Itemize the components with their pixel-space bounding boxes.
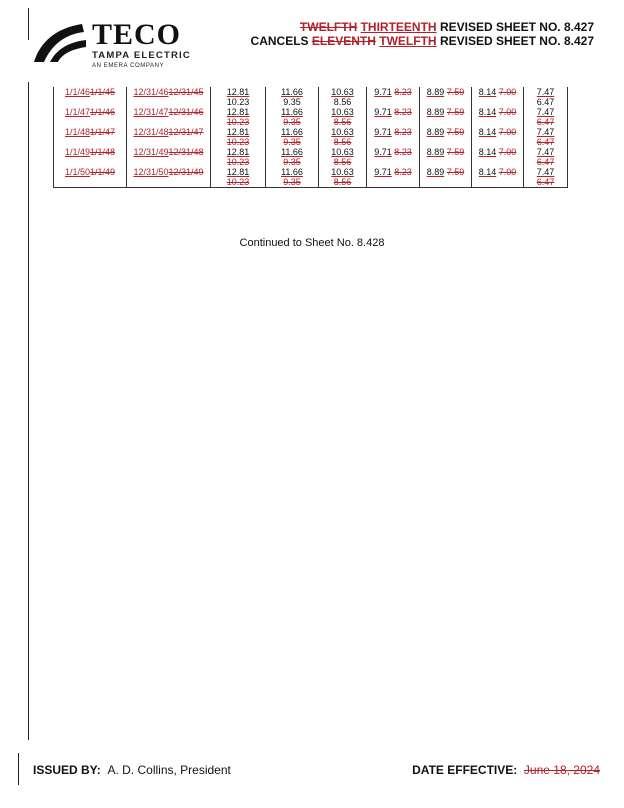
rate-old: 10.23 [226,177,250,187]
rate-cell [211,147,266,167]
rate-cell [266,107,319,127]
rate-old: 9.35 [283,117,301,127]
deleted-revision: TWELFTH [299,20,358,34]
issued-by [33,763,231,777]
rate-old: 7.00 [498,127,517,137]
rate-new: 9.71 [374,147,392,157]
rate-old: 10.23 [226,157,250,167]
sheet-header-line1 [251,20,594,34]
rate-new: 12.81 [226,87,250,97]
rate-cell [524,147,568,167]
table-row [54,127,568,147]
row-spacer [472,157,523,167]
rate-new: 10.63 [331,127,354,137]
end-date-old: 12/31/47 [168,127,204,137]
left-margin-line [28,82,29,740]
logo-tagline: AN EMERA COMPANY [92,63,165,69]
rate-new: 8.14 [478,127,497,137]
rate-cell [524,87,568,107]
start-date-cell [54,107,127,127]
deleted-cancels-revision: ELEVENTH [311,34,376,48]
start-date-cell [54,127,127,147]
rate-new: 8.89 [426,147,445,157]
rate-new: 9.71 [374,107,392,117]
rate-cell [420,147,472,167]
row-spacer [367,177,419,187]
rate-old: 9.35 [283,97,301,107]
end-date-cell [127,147,211,167]
row-spacer [472,137,523,147]
table-row [54,107,568,127]
rate-old: 6.47 [536,117,555,127]
end-date-cell [127,87,211,107]
rate-new: 11.66 [281,167,303,177]
rate-old: 8.23 [394,107,412,117]
rate-cell [524,127,568,147]
start-date-old: 1/1/46 [90,107,116,117]
rate-new: 10.63 [331,167,354,177]
rate-new: 12.81 [226,107,250,117]
rate-old: 7.59 [446,147,465,157]
start-date-new: 1/1/46 [64,87,90,97]
rate-new: 11.66 [281,127,303,137]
date-effective-value: June 18, 2024 [523,763,600,777]
row-spacer [472,117,523,127]
rate-old: 8.56 [333,117,352,127]
rate-new: 12.81 [226,127,250,137]
end-date-old: 12/31/46 [168,107,204,117]
rate-new: 9.71 [374,87,392,97]
rate-cell [420,107,472,127]
rate-new: 7.47 [536,167,555,177]
rate-cell [367,107,420,127]
rate-new: 8.89 [426,87,445,97]
rate-cell [319,107,367,127]
rate-cell [367,87,420,107]
rate-new: 8.14 [478,147,497,157]
rate-new: 10.63 [331,147,354,157]
rate-old: 8.23 [394,127,412,137]
sheet-header [251,20,594,48]
row-spacer [420,177,471,187]
rate-old: 8.23 [394,147,412,157]
left-margin-line [28,8,29,40]
rate-new: 7.47 [536,147,555,157]
rate-new: 12.81 [226,147,250,157]
rate-new: 10.63 [331,87,354,97]
rate-new: 11.66 [281,87,303,97]
rate-new: 7.47 [536,127,555,137]
row-spacer [472,177,523,187]
rate-new: 8.89 [426,107,445,117]
rate-cell [472,87,524,107]
rate-old: 9.35 [283,177,301,187]
rate-new: 11.66 [281,107,303,117]
rate-old: 7.00 [498,87,517,97]
rate-old: 8.56 [333,177,352,187]
rate-cell [472,167,524,188]
table-row [54,87,568,107]
rate-old: 8.56 [333,157,352,167]
row-spacer [367,137,419,147]
cancels-sheet-number: REVISED SHEET NO. 8.427 [439,34,594,48]
issued-by-value: A. D. Collins, President [107,763,231,777]
start-date-cell [54,167,127,188]
rate-cell [319,127,367,147]
start-date-new: 1/1/49 [64,147,90,157]
logo-subline: TAMPA ELECTRIC [92,50,191,61]
end-date-cell [127,127,211,147]
rate-cell [266,87,319,107]
rate-new: 8.14 [478,167,497,177]
rate-old: 7.59 [446,167,465,177]
table-row [54,167,568,188]
teco-swoosh-icon [30,16,90,66]
rate-old: 6.47 [536,157,555,167]
rate-table [53,87,568,188]
rate-cell [211,127,266,147]
end-date-old: 12/31/49 [168,167,204,177]
end-date-cell [127,107,211,127]
end-date-cell [127,167,211,188]
row-spacer [367,157,419,167]
rate-old: 8.56 [333,137,352,147]
rate-new: 7.47 [536,87,555,97]
start-date-old: 1/1/49 [90,167,116,177]
start-date-old: 1/1/47 [90,127,116,137]
rate-cell [524,107,568,127]
rate-old: 6.47 [536,177,555,187]
rate-cell [266,127,319,147]
rate-cell [211,87,266,107]
rate-old: 8.56 [333,97,352,107]
rate-old: 8.23 [394,87,412,97]
rate-old: 7.59 [446,87,465,97]
rate-new: 9.71 [374,167,392,177]
teco-logo [30,16,220,69]
rate-cell [420,87,472,107]
row-spacer [367,97,419,107]
end-date-new: 12/31/50 [133,167,169,177]
rate-new: 12.81 [226,167,250,177]
end-date-old: 12/31/45 [168,87,204,97]
rate-old: 10.23 [226,97,250,107]
row-spacer [367,117,419,127]
date-effective-label: DATE EFFECTIVE: [412,763,518,777]
cancels-label: CANCELS [250,34,309,48]
rate-old: 7.00 [498,167,517,177]
rate-cell [524,167,568,188]
rate-old: 10.23 [226,117,250,127]
start-date-cell [54,147,127,167]
rate-cell [420,127,472,147]
start-date-old: 1/1/45 [90,87,116,97]
rate-cell [472,127,524,147]
issued-by-label: ISSUED BY: [33,763,101,777]
rate-new: 8.89 [426,127,445,137]
rate-old: 6.47 [536,97,555,107]
sheet-header-line2 [251,34,594,48]
rate-cell [319,167,367,188]
date-effective [412,763,600,777]
inserted-revision: THIRTEENTH [360,20,437,34]
footer-margin-line [18,753,19,785]
rate-old: 7.00 [498,107,517,117]
end-date-new: 12/31/46 [133,87,169,97]
rate-cell [211,167,266,188]
rate-cell [367,167,420,188]
rate-new: 10.63 [331,107,354,117]
row-spacer [472,97,523,107]
start-date-new: 1/1/47 [64,107,90,117]
rate-cell [420,167,472,188]
continued-note: Continued to Sheet No. 8.428 [239,237,385,249]
rate-old: 6.47 [536,137,555,147]
rate-old: 7.59 [446,107,465,117]
end-date-new: 12/31/49 [133,147,169,157]
rate-cell [472,107,524,127]
rate-old: 7.00 [498,147,517,157]
rate-old: 9.35 [283,157,301,167]
start-date-new: 1/1/50 [64,167,90,177]
sheet-number: REVISED SHEET NO. 8.427 [439,20,594,34]
rate-new: 7.47 [536,107,555,117]
rate-cell [319,147,367,167]
rate-cell [367,127,420,147]
rate-new: 8.89 [426,167,445,177]
rate-cell [266,147,319,167]
table-row [54,147,568,167]
rate-old: 8.23 [394,167,412,177]
row-spacer [420,137,471,147]
row-spacer [420,117,471,127]
rate-new: 11.66 [281,147,303,157]
rate-old: 10.23 [226,137,250,147]
rate-cell [319,87,367,107]
end-date-old: 12/31/48 [168,147,204,157]
start-date-old: 1/1/48 [90,147,116,157]
start-date-new: 1/1/48 [64,127,90,137]
rate-new: 8.14 [478,87,497,97]
start-date-cell [54,87,127,107]
rate-cell [367,147,420,167]
rate-cell [266,167,319,188]
row-spacer [420,157,471,167]
inserted-cancels-revision: TWELFTH [379,34,437,48]
rate-new: 8.14 [478,107,497,117]
logo-wordmark: TECO [92,18,182,51]
end-date-new: 12/31/47 [133,107,169,117]
end-date-new: 12/31/48 [133,127,169,137]
rate-old: 7.59 [446,127,465,137]
rate-old: 9.35 [283,137,301,147]
row-spacer [420,97,471,107]
rate-cell [211,107,266,127]
rate-new: 9.71 [374,127,392,137]
rate-cell [472,147,524,167]
